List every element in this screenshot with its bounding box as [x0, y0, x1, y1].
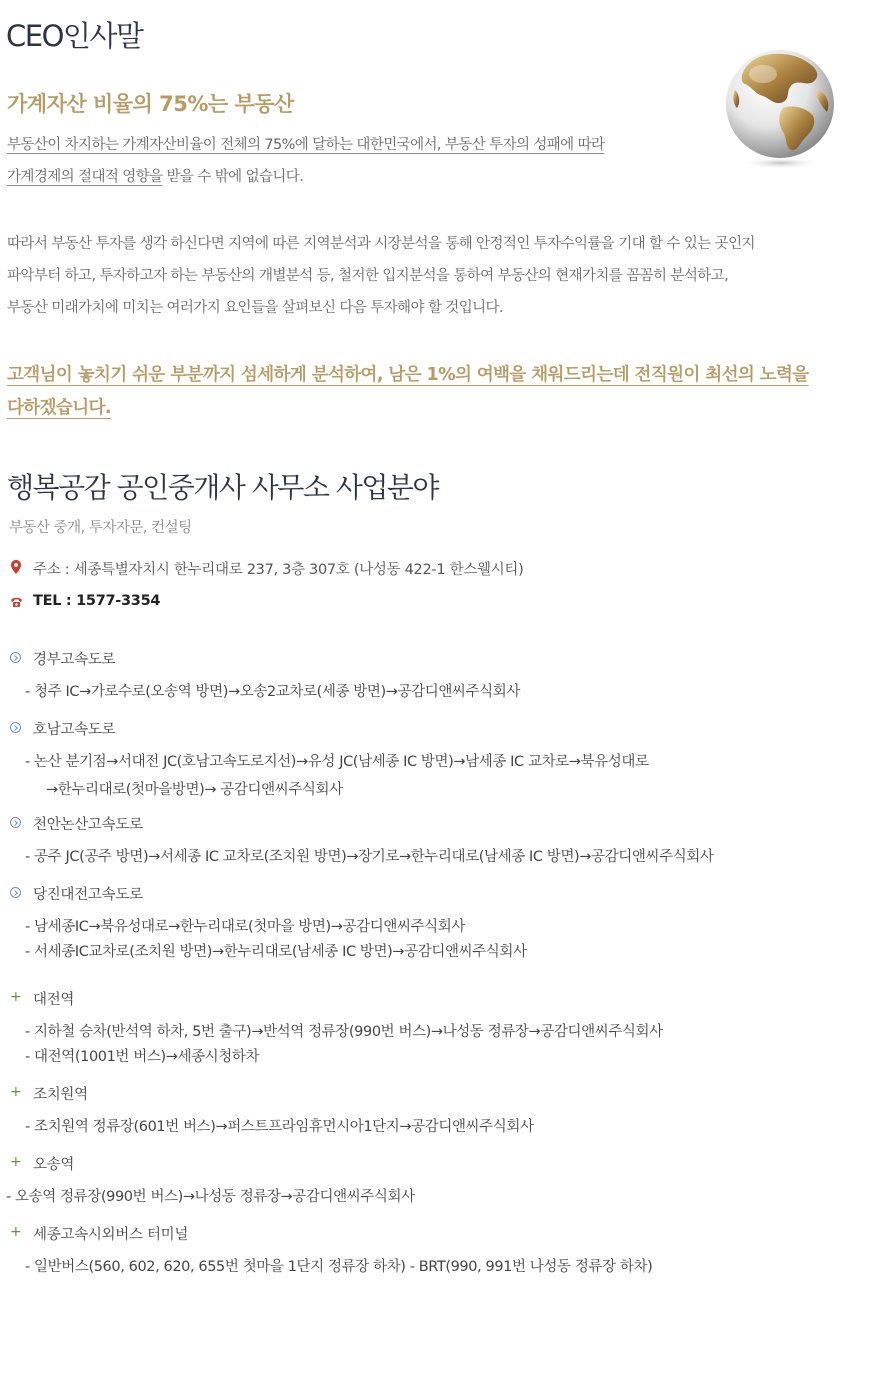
section-title: 행복공감 공인중개사 사무소 사업분야: [7, 471, 438, 504]
highway-name: 경부고속도로: [33, 652, 116, 668]
plus-icon: +: [10, 1154, 22, 1170]
station-name: 세종고속시외버스 터미널: [33, 1227, 189, 1243]
plus-icon: +: [10, 1084, 22, 1100]
route-line: - 논산 분기점→서대전 JC(호남고속도로지선)→유성 JC(남세종 IC 방면)→남세종 IC 교차로→북유성대로: [25, 754, 649, 770]
body-line: 부동산 미래가치에 미치는 여러가지 요인들을 살펴보신 다음 투자해야 할 것입니다.: [7, 300, 503, 316]
highlight-line: 다하겠습니다.: [7, 398, 111, 418]
phone-icon: [10, 597, 23, 608]
route-line: →한누리대로(첫마을방면)→ 공감디앤씨주식회사: [46, 782, 343, 798]
location-pin-icon: [11, 560, 21, 574]
route-line: - 대전역(1001번 버스)→세종시청하차: [25, 1049, 260, 1065]
highway-name: 당진대전고속도로: [33, 887, 143, 903]
station-name: 조치원역: [33, 1087, 88, 1103]
business-fields: 부동산 중개, 투자자문, 컨설팅: [9, 520, 192, 536]
intro-underlined-text: 가계경제의 절대적 영향을: [7, 169, 163, 185]
highway-name: 천안논산고속도로: [33, 817, 143, 833]
globe-image: [721, 46, 839, 170]
subheading: 가계자산 비율의 75%는 부동산: [7, 92, 294, 116]
route-line: - 서세종IC교차로(조치원 방면)→한누리대로(남세종 IC 방면)→공감디앤씨주식회사: [25, 944, 527, 960]
tel-text: TEL : 1577-3354: [33, 593, 161, 609]
highway-name: 호남고속도로: [33, 722, 116, 738]
station-name: 대전역: [33, 992, 75, 1008]
route-line: - 청주 IC→가로수로(오송역 방면)→오송2교차로(세종 방면)→공감디앤씨주식회사: [25, 684, 520, 700]
circle-arrow-icon: [10, 887, 21, 898]
intro-line-2: [7, 165, 303, 186]
page-title: CEO인사말: [6, 19, 143, 53]
body-line: 파악부터 하고, 투자하고자 하는 부동산의 개별분석 등, 철저한 입지분석을 통하여 부동산의 현재가치를 꼼꼼히 분석하고,: [7, 268, 729, 284]
intro-rest-text: 받을 수 밖에 없습니다.: [162, 169, 304, 185]
circle-arrow-icon: [10, 652, 21, 663]
route-line: - 남세종IC→북유성대로→한누리대로(첫마을 방면)→공감디앤씨주식회사: [25, 919, 466, 935]
highlight-line: 고객님이 놓치기 쉬운 부분까지 섬세하게 분석하여, 남은 1%의 여백을 채워드리는데 전직원이 최선의 노력을: [7, 365, 809, 385]
route-line: - 조치원역 정류장(601번 버스)→퍼스트프라임휴먼시아1단지→공감디앤씨주식회사: [25, 1119, 534, 1135]
route-line: - 공주 JC(공주 방면)→서세종 IC 교차로(조치원 방면)→장기로→한누리대로(남세종 IC 방면)→공감디앤씨주식회사: [25, 849, 714, 865]
route-line: - 오송역 정류장(990번 버스)→나성동 정류장→공감디앤씨주식회사: [6, 1189, 415, 1205]
route-line: - 지하철 승차(반석역 하차, 5번 출구)→반석역 정류장(990번 버스)→나성동 정류장→공감디앤씨주식회사: [25, 1024, 663, 1040]
route-line: - 일반버스(560, 602, 620, 655번 첫마을 1단지 정류장 하차) - BRT(990, 991번 나성동 정류장 하차): [25, 1259, 653, 1275]
circle-arrow-icon: [10, 722, 21, 733]
circle-arrow-icon: [10, 817, 21, 828]
intro-line-1: 부동산이 차지하는 가계자산비율이 전체의 75%에 달하는 대한민국에서, 부동산 투자의 성패에 따라: [7, 137, 605, 153]
station-name: 오송역: [33, 1157, 75, 1173]
address-text: 주소 : 세종특별자치시 한누리대로 237, 3층 307호 (나성동 422-1 한스웰시티): [33, 562, 524, 578]
plus-icon: +: [10, 1224, 22, 1240]
plus-icon: +: [10, 989, 22, 1005]
body-line: 따라서 부동산 투자를 생각 하신다면 지역에 따른 지역분석과 시장분석을 통해 안정적인 투자수익률을 기대 할 수 있는 곳인지: [7, 236, 755, 252]
